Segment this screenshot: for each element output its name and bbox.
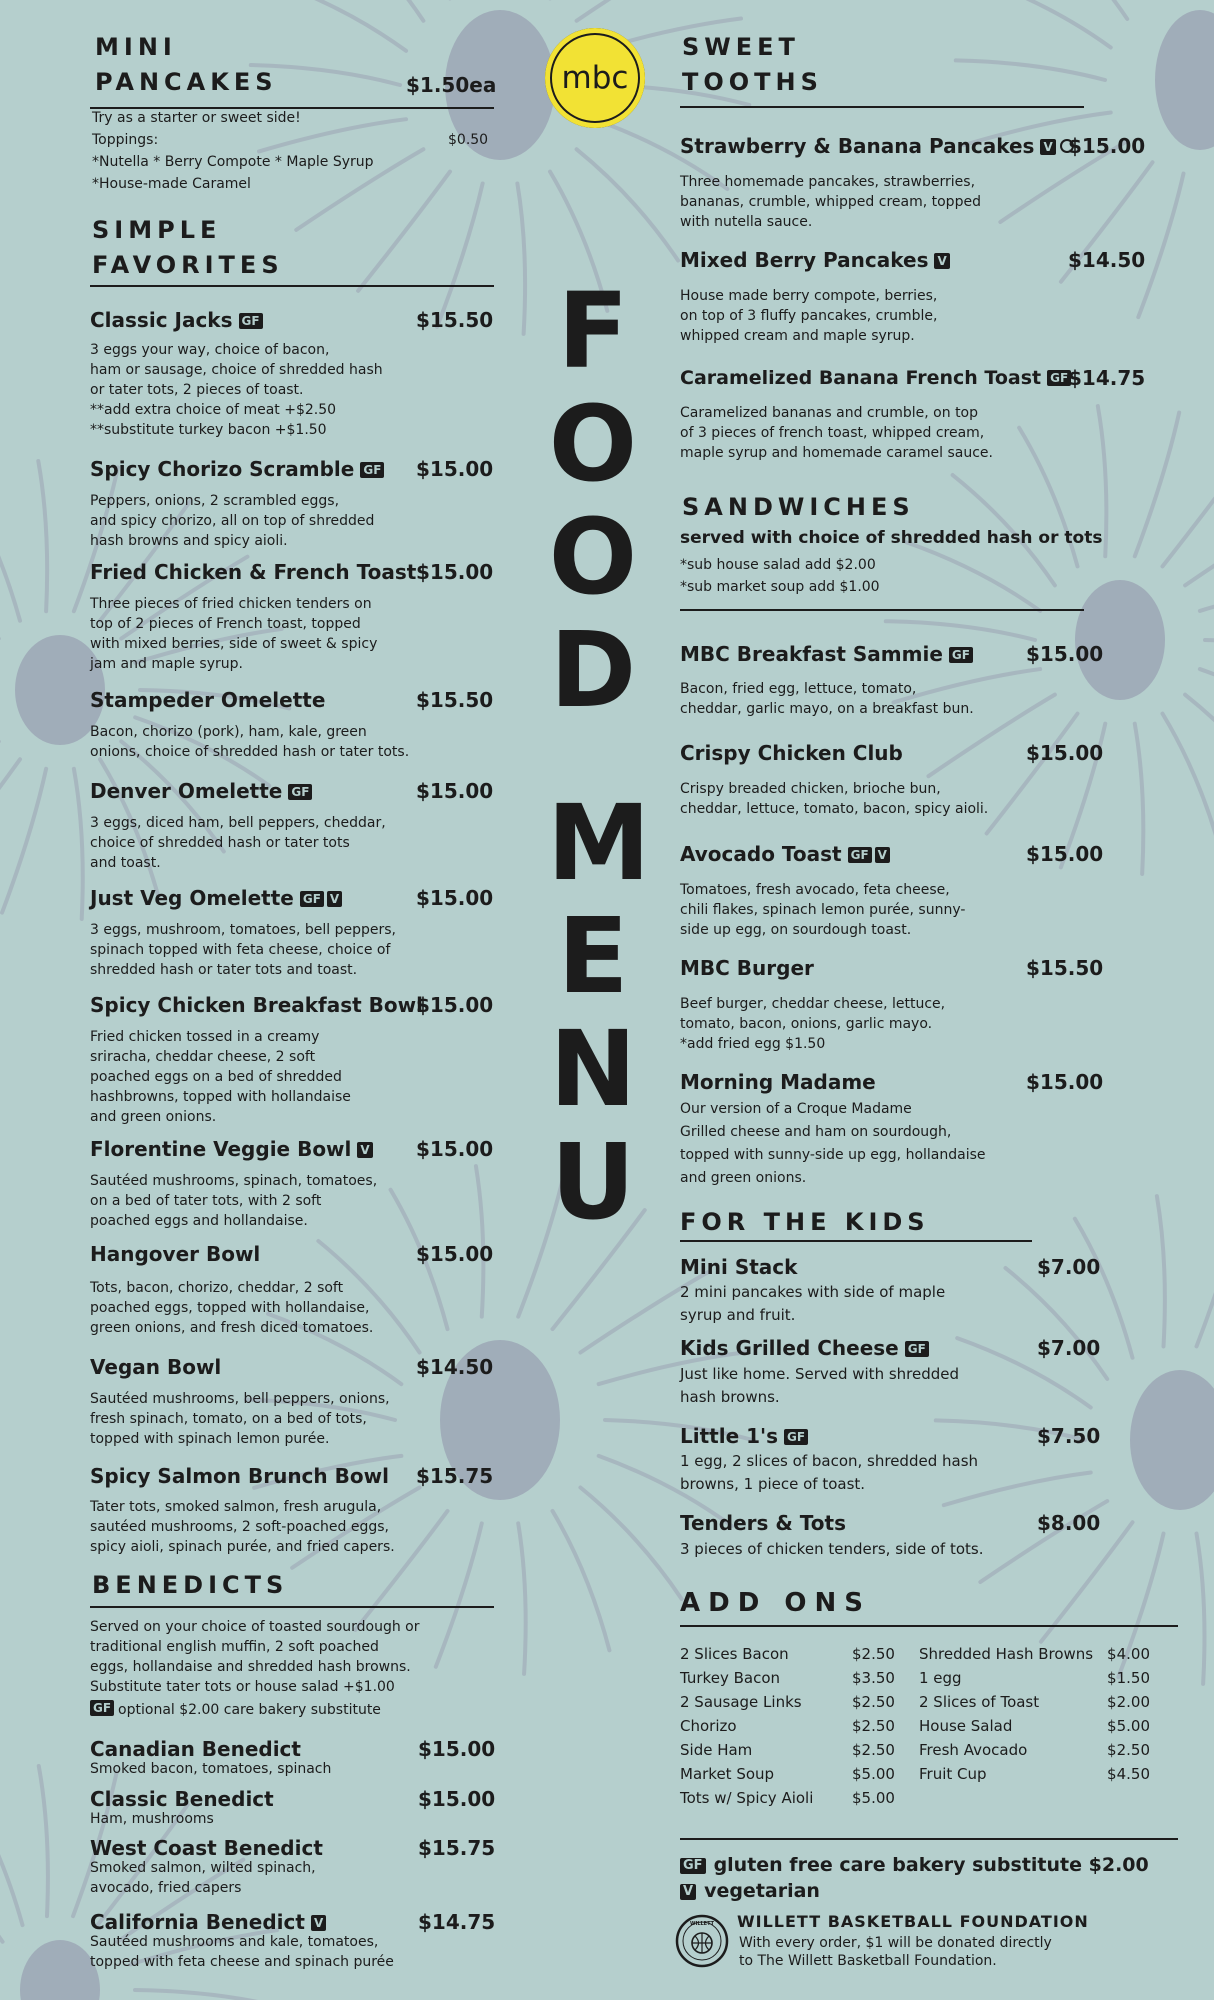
menu-item-name: Mixed Berry Pancakes V [680, 247, 950, 273]
menu-item-name: Spicy Chorizo Scramble GF [90, 456, 384, 482]
section-divider [680, 106, 1084, 108]
add-on-row: 2 Sausage Links $2.50 [680, 1693, 895, 1711]
menu-item-description: Three homemade pancakes, strawberries, bananas, crumble, whipped cream, topped with nutella sauce. [680, 174, 981, 230]
section-divider [680, 1838, 1178, 1840]
logo-text: mbc [561, 60, 629, 96]
sandwiches-note: *sub market soup add $1.00 [680, 579, 880, 595]
menu-item-name: Mini Stack [680, 1255, 798, 1279]
vertical-letter: O [548, 383, 638, 505]
menu-item-price: $14.50 [1068, 248, 1146, 272]
gluten-free-badge: GF [300, 891, 324, 907]
add-on-row: 2 Slices Bacon $2.50 [680, 1645, 895, 1663]
menu-item-description: Three pieces of fried chicken tenders on top of 2 pieces of French toast, topped with mixed berries, side of sweet & spicy jam and maple syrup. [90, 596, 378, 672]
menu-item-name: Hangover Bowl [90, 1242, 261, 1266]
vegetarian-badge: V [327, 891, 342, 907]
menu-item-name: Spicy Chicken Breakfast Bowl [90, 993, 423, 1017]
menu-item-description: Crispy breaded chicken, brioche bun, cheddar, lettuce, tomato, bacon, spicy aioli. [680, 781, 989, 817]
menu-item-price: $15.75 [416, 1464, 494, 1488]
svg-text:WILLETT: WILLETT [689, 1921, 715, 1927]
benedicts-intro: Served on your choice of toasted sourdough or traditional english muffin, 2 soft poached eggs, hollandaise and shredded hash browns. Substitute tater tots or house salad +$1.00 [90, 1619, 420, 1695]
section-divider [90, 285, 494, 287]
menu-item-price: $14.75 [1068, 366, 1146, 390]
vegetarian-badge: V [1040, 139, 1055, 155]
add-on-row: Fresh Avocado $2.50 [919, 1741, 1150, 1759]
gluten-free-badge: GF [905, 1341, 929, 1357]
add-ons-left-list [680, 1642, 895, 1810]
section-title-add-ons: ADD ONS [680, 1588, 871, 1618]
legend-gluten-free: GF gluten free care bakery substitute $2.00 [680, 1852, 1149, 1878]
menu-item-name: Crispy Chicken Club [680, 741, 903, 765]
toppings-price: $0.50 [448, 132, 489, 148]
menu-item-description: 3 eggs, diced ham, bell peppers, cheddar, choice of shredded hash or tater tots and toast. [90, 815, 386, 871]
menu-item-price: $15.50 [416, 688, 494, 712]
add-on-row: House Salad $5.00 [919, 1717, 1150, 1735]
menu-item-name: Fried Chicken & French Toast [90, 560, 417, 584]
menu-item-price: $7.00 [1037, 1255, 1101, 1279]
benedicts-gf-note: GF optional $2.00 care bakery substitute [90, 1700, 381, 1720]
gluten-free-badge: GF [360, 462, 384, 478]
section-title-for-the-kids: FOR THE KIDS [680, 1208, 930, 1236]
menu-item-price: $14.50 [416, 1355, 494, 1379]
menu-item-name: MBC Burger [680, 956, 814, 980]
menu-item-name: Strawberry & Banana Pancakes V [680, 133, 1074, 159]
add-on-row: Turkey Bacon $3.50 [680, 1669, 895, 1687]
gluten-free-badge: GF [1047, 370, 1071, 386]
menu-item-price: $15.00 [416, 1242, 494, 1266]
mini-pancakes-intro: Try as a starter or sweet side! [92, 110, 301, 126]
toppings-label: Toppings: [92, 132, 159, 148]
menu-item-price: $7.50 [1037, 1424, 1101, 1448]
gluten-free-badge: GF [680, 1858, 706, 1874]
add-on-row: Tots w/ Spicy Aioli $5.00 [680, 1789, 895, 1807]
menu-item-description: Tots, bacon, chorizo, cheddar, 2 soft poached eggs, topped with hollandaise, green onions, and fresh diced tomatoes. [90, 1280, 374, 1336]
menu-item-description: Bacon, chorizo (pork), ham, kale, green onions, choice of shredded hash or tater tots. [90, 724, 410, 760]
menu-item-description: House made berry compote, berries, on top of 3 fluffy pancakes, crumble, whipped cream and maple syrup. [680, 288, 938, 344]
menu-item-price: $15.75 [418, 1836, 496, 1860]
menu-item-description: Smoked salmon, wilted spinach, avocado, fried capers [90, 1860, 316, 1896]
menu-item-price: $15.50 [416, 308, 494, 332]
menu-item-name: Classic Benedict [90, 1787, 274, 1811]
menu-item-price: $14.75 [418, 1910, 496, 1934]
menu-item-price: $15.00 [416, 779, 494, 803]
menu-item-price: $15.00 [418, 1737, 496, 1761]
gluten-free-badge: GF [239, 313, 263, 329]
menu-item-description: Just like home. Served with shredded hash browns. [680, 1365, 960, 1406]
menu-item-description: Tater tots, smoked salmon, fresh arugula, sautéed mushrooms, 2 soft-poached eggs, spicy aioli, spinach purée, and fried capers. [90, 1499, 395, 1555]
menu-item-description: Tomatoes, fresh avocado, feta cheese, chili flakes, spinach lemon purée, sunny- side up egg, on sourdough toast. [680, 882, 966, 938]
toppings-list: *Nutella * Berry Compote * Maple Syrup [92, 154, 374, 170]
section-title-mini-pancakes: MINI PANCAKES [95, 33, 278, 96]
vegetarian-badge: V [680, 1884, 696, 1900]
menu-item-price: $15.00 [416, 886, 494, 910]
section-divider [90, 1606, 494, 1608]
menu-item-price: $15.00 [416, 560, 494, 584]
menu-item-price: $15.00 [418, 1787, 496, 1811]
menu-item-description: 2 mini pancakes with side of maple syrup and fruit. [680, 1283, 946, 1324]
mini-pancakes-price: $1.50ea [406, 73, 497, 97]
add-on-row: Market Soup $5.00 [680, 1765, 895, 1783]
menu-item-description: Caramelized bananas and crumble, on top of 3 pieces of french toast, whipped cream, maple syrup and homemade caramel sauce. [680, 405, 993, 461]
add-on-row: Shredded Hash Browns $4.00 [919, 1645, 1150, 1663]
gluten-free-badge: GF [949, 647, 973, 663]
gluten-free-badge: GF [288, 784, 312, 800]
menu-item-price: $15.00 [1026, 842, 1104, 866]
add-on-row: Fruit Cup $4.50 [919, 1765, 1150, 1783]
menu-item-name: Caramelized Banana French Toast GF [680, 365, 1071, 391]
menu-item-name: Avocado Toast GF V [680, 841, 890, 867]
section-title-sandwiches: SANDWICHES [682, 493, 915, 521]
gluten-free-badge: GF [848, 847, 872, 863]
menu-item-name: Little 1's GF [680, 1423, 808, 1449]
menu-item-description: 3 pieces of chicken tenders, side of tots. [680, 1540, 984, 1558]
menu-item-description: Bacon, fried egg, lettuce, tomato, cheddar, garlic mayo, on a breakfast bun. [680, 681, 974, 717]
legend-vegetarian: V vegetarian [680, 1878, 820, 1904]
menu-item-description: Our version of a Croque Madame Grilled cheese and ham on sourdough, topped with sunny-side up egg, hollandaise and green onions. [680, 1101, 986, 1186]
basketball-foundation-seal [675, 1914, 729, 1968]
section-divider [680, 1240, 1032, 1242]
menu-item-name: Classic Jacks GF [90, 307, 263, 333]
menu-item-name: West Coast Benedict [90, 1836, 323, 1860]
menu-item-price: $15.00 [1026, 642, 1104, 666]
vertical-letter: U [550, 1121, 636, 1243]
menu-item-name: Spicy Salmon Brunch Bowl [90, 1464, 389, 1488]
menu-item-description: Ham, mushrooms [90, 1811, 214, 1827]
sandwiches-note: *sub house salad add $2.00 [680, 557, 876, 573]
menu-item-name: Kids Grilled Cheese GF [680, 1335, 929, 1361]
vegetarian-badge: V [934, 253, 949, 269]
menu-item-name: MBC Breakfast Sammie GF [680, 641, 973, 667]
section-title-simple-favorites: SIMPLE FAVORITES [92, 216, 284, 279]
foundation-text: to The Willett Basketball Foundation. [739, 1953, 997, 1969]
menu-item-description: 3 eggs, mushroom, tomatoes, bell peppers, spinach topped with feta cheese, choice of shredded hash or tater tots and toast. [90, 922, 396, 978]
toppings-list: *House-made Caramel [92, 176, 251, 192]
sandwiches-subtitle: served with choice of shredded hash or tots [680, 528, 1103, 548]
menu-item-description: Peppers, onions, 2 scrambled eggs, and spicy chorizo, all on top of shredded hash browns and spicy aioli. [90, 493, 375, 549]
menu-item-name: Just Veg Omelette GF V [90, 885, 342, 911]
menu-item-price: $15.00 [416, 457, 494, 481]
menu-item-price: $7.00 [1037, 1336, 1101, 1360]
section-divider [680, 1625, 1178, 1627]
menu-item-price: $15.00 [1026, 741, 1104, 765]
gluten-free-badge: GF [90, 1700, 114, 1716]
menu-item-name: Stampeder Omelette [90, 688, 326, 712]
vertical-letter: E [557, 895, 629, 1017]
menu-item-description: Sautéed mushrooms, bell peppers, onions, fresh spinach, tomato, on a bed of tots, topped with spinach lemon purée. [90, 1391, 390, 1447]
add-on-row: 1 egg $1.50 [919, 1669, 1150, 1687]
menu-item-name: Canadian Benedict [90, 1737, 301, 1761]
mbc-logo [545, 28, 645, 128]
vertical-letter: F [557, 270, 629, 392]
add-on-row: Side Ham $2.50 [680, 1741, 895, 1759]
foundation-text: With every order, $1 will be donated directly [739, 1935, 1052, 1951]
vertical-letter: O [548, 496, 638, 618]
menu-item-name: California Benedict V [90, 1909, 326, 1935]
section-divider [680, 609, 1084, 611]
menu-item-price: $8.00 [1037, 1511, 1101, 1535]
foundation-title: WILLETT BASKETBALL FOUNDATION [737, 1912, 1089, 1931]
vertical-letter: D [549, 609, 637, 731]
menu-item-price: $15.00 [416, 993, 494, 1017]
menu-item-description: Sautéed mushrooms and kale, tomatoes, topped with feta cheese and spinach purée [90, 1934, 394, 1970]
add-on-row: Chorizo $2.50 [680, 1717, 895, 1735]
add-ons-right-list [919, 1642, 1150, 1786]
section-title-sweet-tooths: SWEET TOOTHS [682, 33, 823, 96]
vertical-letter: M [547, 782, 651, 904]
menu-item-name: Morning Madame [680, 1070, 876, 1094]
menu-item-description: 3 eggs your way, choice of bacon, ham or sausage, choice of shredded hash or tater tots, 2 pieces of toast. **add extra choice of meat +$2.50 **substitute turkey bacon +$1.50 [90, 342, 383, 438]
menu-item-description: Beef burger, cheddar cheese, lettuce, tomato, bacon, onions, garlic mayo. *add fried egg $1.50 [680, 996, 946, 1052]
menu-item-description: Fried chicken tossed in a creamy sriracha, cheddar cheese, 2 soft poached eggs on a bed of shredded hashbrowns, topped with hollandaise and green onions. [90, 1029, 351, 1125]
menu-item-name: Florentine Veggie Bowl V [90, 1136, 373, 1162]
menu-item-price: $15.00 [1026, 1070, 1104, 1094]
food-menu-vertical-title [547, 270, 651, 1243]
gluten-free-badge: GF [784, 1429, 808, 1445]
menu-item-price: $15.50 [1026, 956, 1104, 980]
vegetarian-badge: V [311, 1915, 326, 1931]
menu-item-name: Denver Omelette GF [90, 778, 312, 804]
vegetarian-badge: V [875, 847, 890, 863]
background-burst [956, 0, 1214, 324]
menu-item-name: Tenders & Tots [680, 1511, 846, 1535]
vegetarian-badge: V [357, 1142, 372, 1158]
add-on-row: 2 Slices of Toast $2.00 [919, 1693, 1150, 1711]
menu-item-description: 1 egg, 2 slices of bacon, shredded hash browns, 1 piece of toast. [680, 1452, 979, 1493]
menu-item-price: $15.00 [416, 1137, 494, 1161]
menu-item-name: Vegan Bowl [90, 1355, 222, 1379]
section-title-benedicts: BENEDICTS [92, 1571, 289, 1599]
vertical-letter: N [549, 1008, 637, 1130]
menu-item-description: Smoked bacon, tomatoes, spinach [90, 1761, 332, 1777]
menu-item-description: Sautéed mushrooms, spinach, tomatoes, on a bed of tater tots, with 2 soft poached eggs and hollandaise. [90, 1173, 378, 1229]
menu-item-price: $15.00 [1068, 134, 1146, 158]
